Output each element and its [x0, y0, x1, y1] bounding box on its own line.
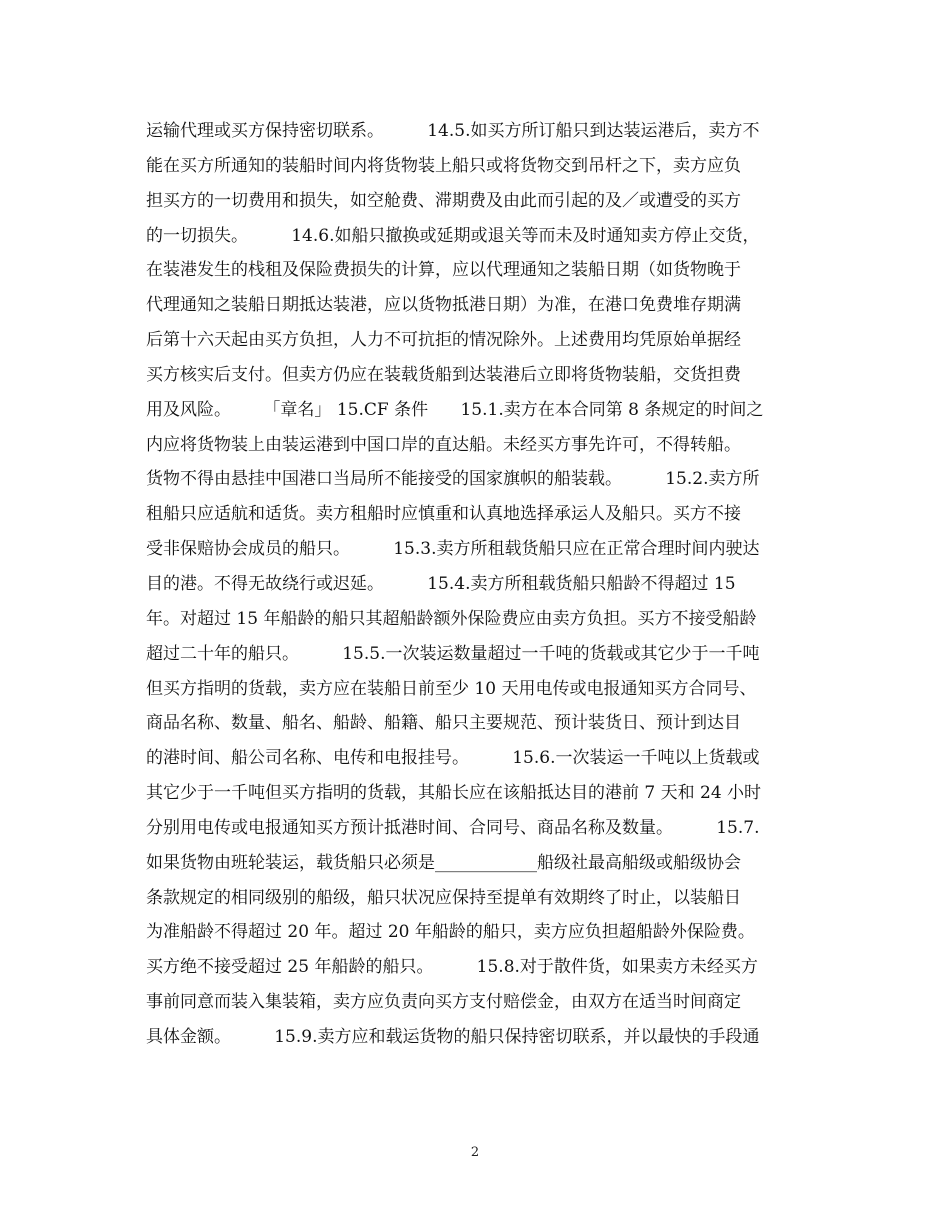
text-line: 用及风险。 「章名」 15.CF 条件 15.1.卖方在本合同第 8 条规定的时间之 — [146, 399, 764, 420]
text-line: 其它少于一千吨但买方指明的货载，其船长应在该船抵达目的港前 7 天和 24 小时 — [146, 783, 762, 804]
text-line: 在装港发生的栈租及保险费损失的计算，应以代理通知之装船日期（如货物晚于 — [146, 260, 741, 281]
text-line: 运输代理或买方保持密切联系。 14.5.如买方所订船只到达装运港后，卖方不 — [146, 121, 760, 141]
text-line: 代理通知之装船日期抵达装港，应以货物抵港日期）为准，在港口免费堆存期满 — [146, 295, 741, 316]
body-text — [146, 114, 826, 1055]
text-line: 货物不得由悬挂中国港口当局所不能接受的国家旗帜的船装载。 15.2.卖方所 — [146, 469, 760, 490]
text-line: 租船只应适航和适货。卖方租船时应慎重和认真地选择承运人及船只。买方不接 — [146, 504, 741, 525]
text-line: 但买方指明的货载，卖方应在装船日前至少 10 天用电传或电报通知买方合同号、 — [146, 678, 757, 699]
text-line: 能在买方所通知的装船时间内将货物装上船只或将货物交到吊杆之下，卖方应负 — [146, 155, 741, 176]
text-line: 商品名称、数量、船名、船龄、船籍、船只主要规范、预计装货日、预计到达目 — [146, 713, 741, 734]
text-line: 买方绝不接受超过 25 年船龄的船只。 15.8.对于散件货，如果卖方未经买方 — [146, 957, 758, 978]
text-line: 超过二十年的船只。 15.5.一次装运数量超过一千吨的货载或其它少于一千吨 — [146, 643, 760, 664]
text-line: 内应将货物装上由装运港到中国口岸的直达船。未经买方事先许可，不得转船。 — [146, 434, 741, 455]
text-line: 事前同意而装入集装箱，卖方应负责向买方支付赔偿金，由双方在适当时间商定 — [146, 992, 741, 1013]
text-line: 年。对超过 15 年船龄的船只其超船龄额外保险费应由卖方负担。买方不接受船龄 — [146, 608, 757, 629]
text-line: 后第十六天起由买方负担，人力不可抗拒的情况除外。上述费用均凭原始单据经 — [146, 330, 741, 351]
page-number: 2 — [470, 1145, 480, 1160]
text-line: 分别用电传或电报通知买方预计抵港时间、合同号、商品名称及数量。 15.7. — [146, 817, 760, 838]
text-line: 受非保赔协会成员的船只。 15.3.卖方所租载货船只应在正常合理时间内驶达 — [146, 539, 760, 560]
text-line: 的一切损失。 14.6.如船只撤换或延期或退关等而未及时通知卖方停止交货， — [146, 225, 760, 246]
text-line: 条款规定的相同级别的船级，船只状况应保持至提单有效期终了时止，以装船日 — [146, 887, 741, 908]
text-line: 如果货物由班轮装运，载货船只必须是____________船级社最高船级或船级协会 — [146, 852, 741, 873]
text-line: 目的港。不得无故绕行或迟延。 15.4.卖方所租载货船只船龄不得超过 15 — [146, 573, 736, 594]
text-line: 买方核实后支付。但卖方仍应在装载货船到达装港后立即将货物装船，交货担费 — [146, 364, 741, 385]
text-line: 具体金额。 15.9.卖方应和载运货物的船只保持密切联系，并以最快的手段通 — [146, 1026, 760, 1047]
text-line: 的港时间、船公司名称、电传和电报挂号。 15.6.一次装运一千吨以上货载或 — [146, 748, 760, 769]
text-line: 担买方的一切费用和损失，如空舱费、滞期费及由此而引起的及／或遭受的买方 — [146, 190, 741, 211]
text-line: 为准船龄不得超过 20 年。超过 20 年船龄的船只，卖方应负担超船龄外保险费。 — [146, 922, 755, 943]
